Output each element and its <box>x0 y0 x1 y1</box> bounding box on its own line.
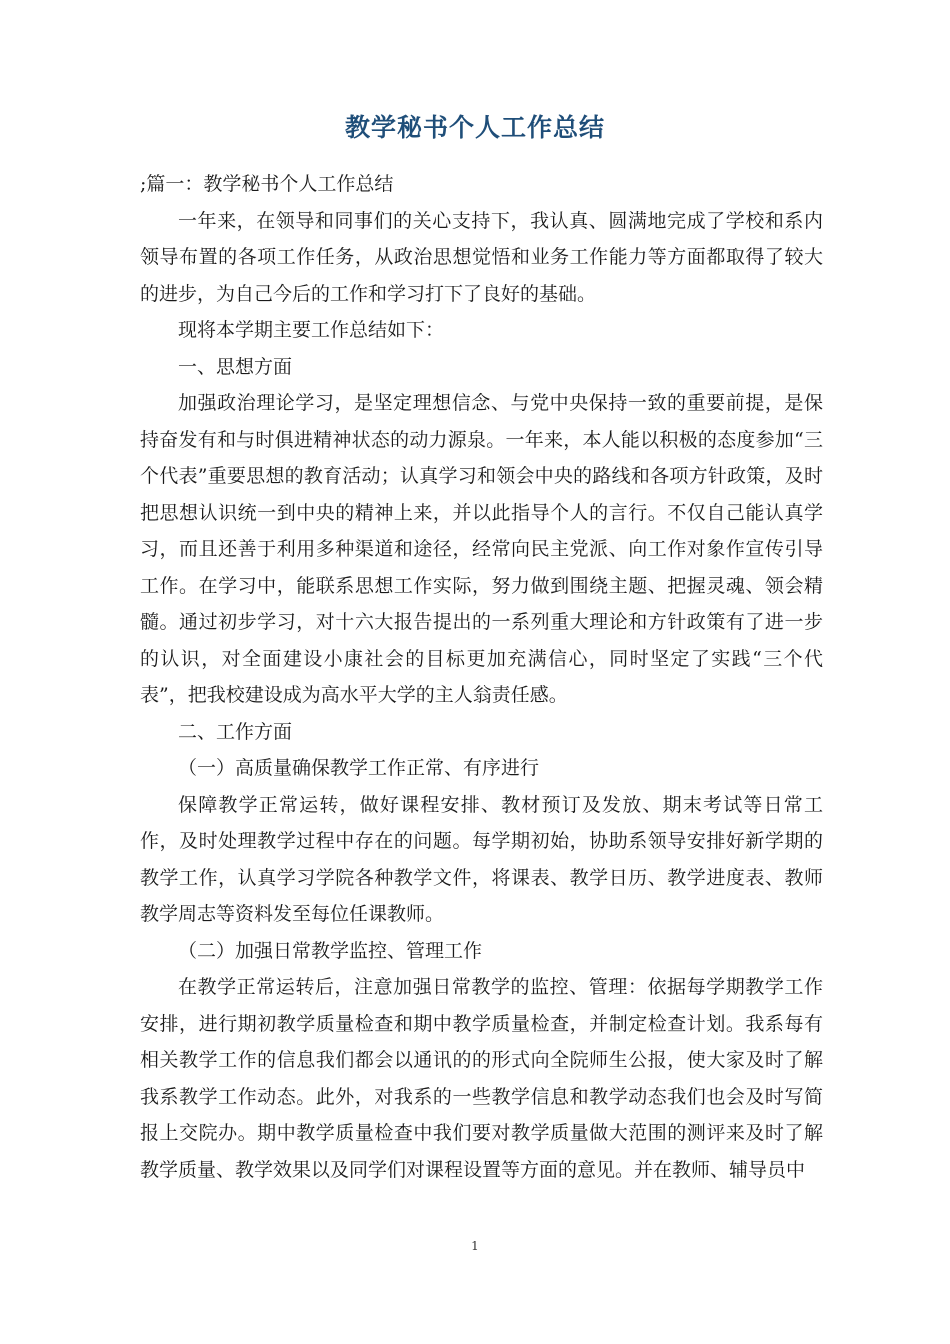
subsection-heading-2: （二）加强日常教学监控、管理工作 <box>178 939 483 962</box>
thought-paragraph: 加强政治理论学习，是坚定理想信念、与党中央保持一致的重要前提，是保持奋发有和与时俱进精神状态的动力源泉。一年来，本人能以积极的态度参加“三个代表”重要思想的教育活动；认真学习和领会中央的路线和各项方针政策，及时把思想认识统一到中央的精神上来，并以此指导个人的言行。不仅自己能认真学习，而且还善于利用多种渠道和途径，经常向民主党派、向工作对象作宣传引导工作。在学习中，能联系思想工作实际，努力做到围绕主题、把握灵魂、领会精髓。通过初步学习，对十六大报告提出的一系列重大理论和方针政策有了进一步的认识，对全面建设小康社会的目标更加充满信心，同时坚定了实践“三个代表”，把我校建设成为高水平大学的主人翁责任感。 <box>140 392 823 706</box>
subsection-heading-1: （一）高质量确保教学工作正常、有序进行 <box>178 757 540 779</box>
work-paragraph-2: 在教学正常运转后，注意加强日常教学的监控、管理：依据每学期教学工作安排，进行期初教学质量检查和期中教学质量检查，并制定检查计划。我系每有相关教学工作的信息我们都会以通讯的的形式向全院师生公报，使大家及时了解我系教学工作动态。此外，对我系的一些教学信息和教学动态我们也会及时写简报上交院办。期中教学质量检查中我们要对教学质量做大范围的测评来及时了解教学质量、教学效果以及同学们对课程设置等方面的意见。并在教师、辅导员中 <box>140 976 823 1181</box>
intro-paragraph: 一年来，在领导和同事们的关心支持下，我认真、圆满地完成了学校和系内领导布置的各项工作任务，从政治思想觉悟和业务工作能力等方面都取得了较大的进步，为自己今后的工作和学习打下了良好的基础。 <box>140 209 823 305</box>
document-body <box>140 166 823 1188</box>
page-number: 1 <box>471 1239 479 1253</box>
section-heading-part-one: ;篇一：教学秘书个人工作总结 <box>140 173 394 195</box>
section-heading-thought: 一、思想方面 <box>178 355 293 378</box>
summary-lead-paragraph: 现将本学期主要工作总结如下： <box>178 319 445 341</box>
document-title: 教学秘书个人工作总结 <box>344 113 605 142</box>
work-paragraph-1: 保障教学正常运转，做好课程安排、教材预订及发放、期末考试等日常工作，及时处理教学过程中存在的问题。每学期初始，协助系领导安排好新学期的教学工作，认真学习学院各种教学文件，将课表、教学日历、教学进度表、教师教学周志等资料发至每位任课教师。 <box>140 793 823 925</box>
section-heading-work: 二、工作方面 <box>178 720 293 743</box>
